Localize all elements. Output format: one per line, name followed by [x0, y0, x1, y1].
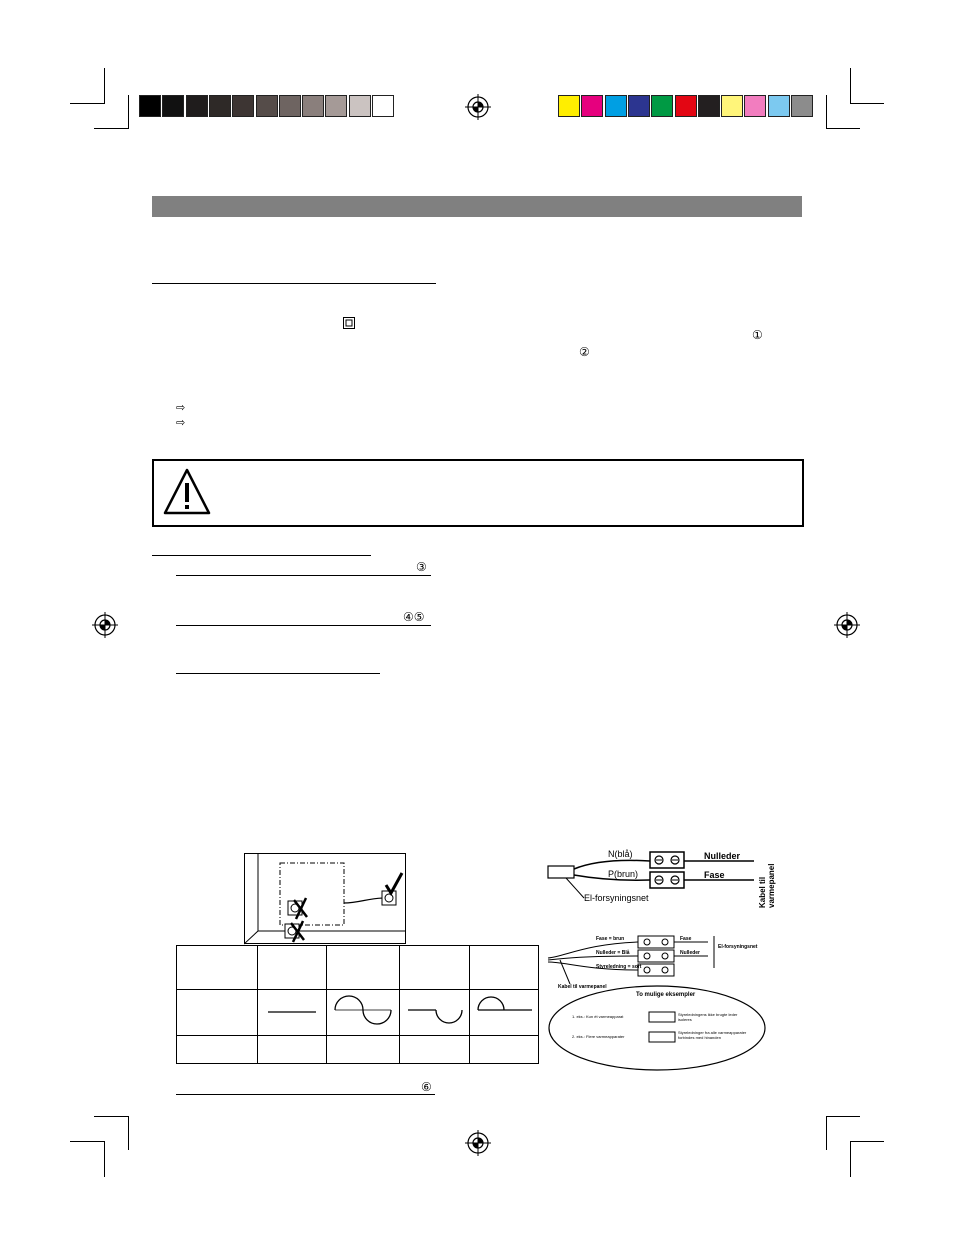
- table-cell: [258, 1036, 327, 1064]
- subheading-underline: [176, 1094, 435, 1095]
- heading-underline: [152, 555, 371, 556]
- table-cell: [258, 990, 327, 1036]
- marker-4-5: ④⑤: [403, 610, 425, 624]
- crop-mark: [850, 1141, 851, 1177]
- crop-mark: [70, 1141, 104, 1142]
- table-cell: [177, 946, 258, 990]
- table-cell: [327, 1036, 400, 1064]
- table-cell: [470, 1036, 539, 1064]
- full-sine-waveform-icon: [327, 990, 399, 1030]
- color-swatch: [279, 95, 301, 117]
- color-swatch: [325, 95, 347, 117]
- flat-line-waveform-icon: [258, 990, 326, 1030]
- color-swatch: [162, 95, 184, 117]
- fase-label: Fase: [704, 870, 725, 880]
- warning-triangle-icon: [162, 467, 212, 517]
- crop-mark: [104, 68, 105, 104]
- table-cell: [177, 990, 258, 1036]
- panel-cable-lower-label: Kabel til varmepanel: [558, 984, 607, 990]
- hollow-arrow-icon: ⇨: [176, 401, 186, 414]
- color-swatch: [349, 95, 371, 117]
- table-cell: [400, 1036, 470, 1064]
- crop-mark: [104, 1141, 105, 1177]
- subheading-underline: [176, 625, 431, 626]
- color-swatch: [675, 95, 697, 117]
- marker-2: ②: [579, 345, 590, 359]
- panel-cable-label: Kabel til varmepanel: [758, 863, 776, 908]
- crop-mark: [850, 1141, 884, 1142]
- crop-mark: [826, 1116, 827, 1150]
- supply-net-side-label: El-forsyningsnet: [718, 944, 758, 950]
- nulleder-out-label: Nulleder: [680, 950, 701, 956]
- crop-mark: [94, 1116, 128, 1117]
- signal-waveform-table: [176, 945, 539, 1064]
- crop-mark: [826, 1116, 860, 1117]
- marker-3: ③: [416, 560, 427, 574]
- phase-wire-label: P(brun): [608, 869, 639, 879]
- subheading-underline: [176, 575, 431, 576]
- example-1-note: Styreledningens ikke brugte leder isoleres: [678, 1012, 738, 1022]
- table-cell: [470, 990, 539, 1036]
- crop-mark: [128, 1116, 129, 1150]
- wiring-diagram-top: [546, 842, 776, 918]
- color-swatch: [256, 95, 278, 117]
- color-swatch: [768, 95, 790, 117]
- color-swatch: [791, 95, 813, 117]
- hollow-arrow-icon: ⇨: [176, 416, 186, 429]
- nulleder-bla-label: Nulleder = Blå: [596, 950, 630, 956]
- registration-mark-icon: [834, 612, 860, 638]
- color-swatch: [744, 95, 766, 117]
- crop-mark: [826, 95, 827, 129]
- oval-title: To mulige eksempler: [636, 992, 696, 998]
- table-cell: [177, 1036, 258, 1064]
- color-swatch: [651, 95, 673, 117]
- table-cell: [327, 990, 400, 1036]
- marker-6: ⑥: [421, 1080, 432, 1094]
- wiring-diagram-bottom: [546, 928, 768, 1074]
- color-swatch: [302, 95, 324, 117]
- table-cell: [400, 990, 470, 1036]
- fase-brun-label: Fase = brun: [596, 936, 625, 942]
- table-cell: [400, 946, 470, 990]
- example-2-label: 2. eks.: Flere varmeapparater: [572, 1034, 625, 1039]
- subheading-underline: [176, 673, 380, 674]
- crop-mark: [94, 128, 128, 129]
- color-swatch: [581, 95, 603, 117]
- color-swatch: [232, 95, 254, 117]
- marker-1: ①: [752, 328, 763, 342]
- socket-placement-figure: [244, 853, 407, 945]
- negative-half-wave-icon: [400, 990, 469, 1030]
- color-swatch: [139, 95, 161, 117]
- crop-mark: [70, 103, 104, 104]
- heading-underline: [152, 283, 436, 284]
- warning-box: [152, 459, 804, 527]
- example-1-label: 1. eks.: Kun ét varmeapparat: [572, 1014, 624, 1019]
- registration-mark-icon: [465, 1130, 491, 1156]
- nulleder-label: Nulleder: [704, 851, 741, 861]
- color-swatch: [209, 95, 231, 117]
- styreledning-label: Styreledning = sort: [596, 964, 642, 970]
- color-swatch: [186, 95, 208, 117]
- registration-mark-icon: [92, 612, 118, 638]
- positive-half-wave-icon: [470, 990, 538, 1030]
- color-swatch: [372, 95, 394, 117]
- color-swatch: [698, 95, 720, 117]
- registration-mark-icon: [465, 94, 491, 120]
- fase-out-label: Fase: [680, 936, 692, 942]
- crop-mark: [128, 95, 129, 129]
- section-header-bar: [152, 196, 802, 217]
- example-2-note: Styreledninger fra alle varmeapparater forbindes med hinanden: [678, 1030, 747, 1040]
- neutral-wire-label: N(blå): [608, 849, 633, 859]
- crop-mark: [850, 68, 851, 104]
- supply-net-label: El-forsyningsnet: [584, 893, 649, 903]
- table-cell: [258, 946, 327, 990]
- crop-mark: [850, 103, 884, 104]
- color-swatch: [628, 95, 650, 117]
- color-swatch: [558, 95, 580, 117]
- color-swatch: [605, 95, 627, 117]
- color-swatch: [721, 95, 743, 117]
- table-cell: [327, 946, 400, 990]
- crop-mark: [826, 128, 860, 129]
- double-square-icon: [343, 317, 355, 329]
- table-cell: [470, 946, 539, 990]
